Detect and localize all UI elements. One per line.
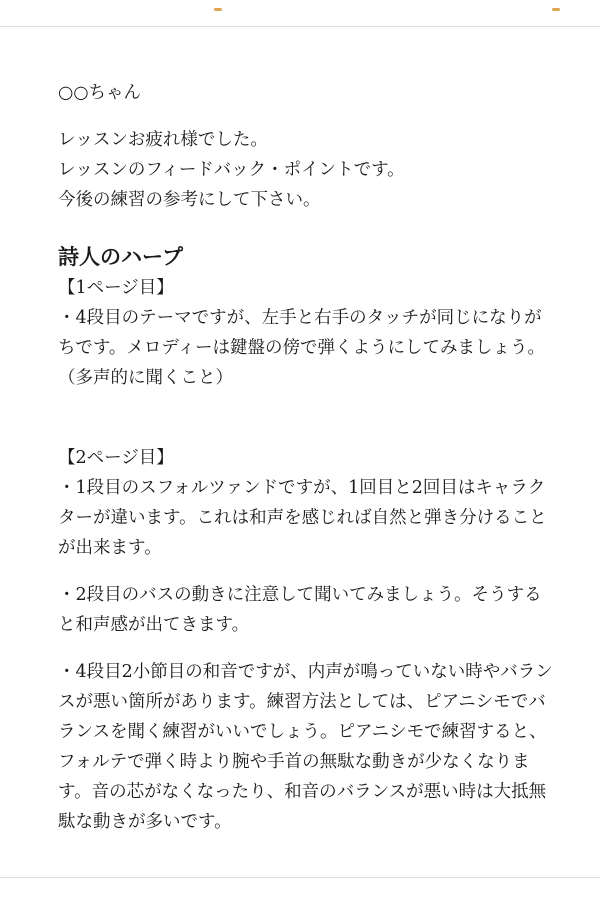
document-body bbox=[58, 78, 558, 854]
top-bar bbox=[0, 0, 600, 27]
section-spacer bbox=[58, 393, 558, 443]
page-1-label: 【1ページ目】 bbox=[58, 278, 174, 298]
feedback-point bbox=[58, 473, 558, 563]
salutation: ○○ちゃん bbox=[58, 83, 142, 103]
intro-line: レッスンお疲れ様でした。 bbox=[58, 130, 268, 150]
feedback-point-text: ・4段目のテーマですが、左手と右手のタッチが同じになりがちです。メロディーは鍵盤の傍で弾くようにしてみましょう。（多声的に聞くこと） bbox=[58, 308, 546, 388]
intro-paragraph bbox=[58, 125, 558, 215]
intro-line: レッスンのフィードバック・ポイントです。 bbox=[58, 160, 405, 180]
intro-line: 今後の練習の参考にして下さい。 bbox=[58, 190, 321, 210]
top-accent-mark bbox=[552, 8, 560, 11]
feedback-point bbox=[58, 580, 558, 640]
feedback-point-text: ・1段目のスフォルツァンドですが、1回目と2回目はキャラクターが違います。これは和声を感じれば自然と弾き分けることが出来ます。 bbox=[58, 478, 547, 558]
piece-title: 詩人のハープ bbox=[58, 244, 183, 269]
feedback-point-text: ・4段目2小節目の和音ですが、内声が鳴っていない時やバランスが悪い箇所があります。練習方法としては、ピアニシモでバランスを聞く練習がいいでしょう。ピアニシモで練習すると、フォルテで弾く時より腕や手首の無駄な動きが少なくなります。音の芯がなくなったり、和音のバランスが悪い時は大抵無駄な動きが多いです。 bbox=[58, 662, 553, 832]
page-2-label: 【2ページ目】 bbox=[58, 448, 174, 468]
top-accent-mark bbox=[214, 8, 222, 11]
bottom-divider bbox=[0, 877, 600, 878]
feedback-point-text: ・2段目のバスの動きに注意して聞いてみましょう。そうすると和声感が出てきます。 bbox=[58, 585, 542, 635]
feedback-point bbox=[58, 657, 558, 837]
feedback-point bbox=[58, 303, 558, 393]
